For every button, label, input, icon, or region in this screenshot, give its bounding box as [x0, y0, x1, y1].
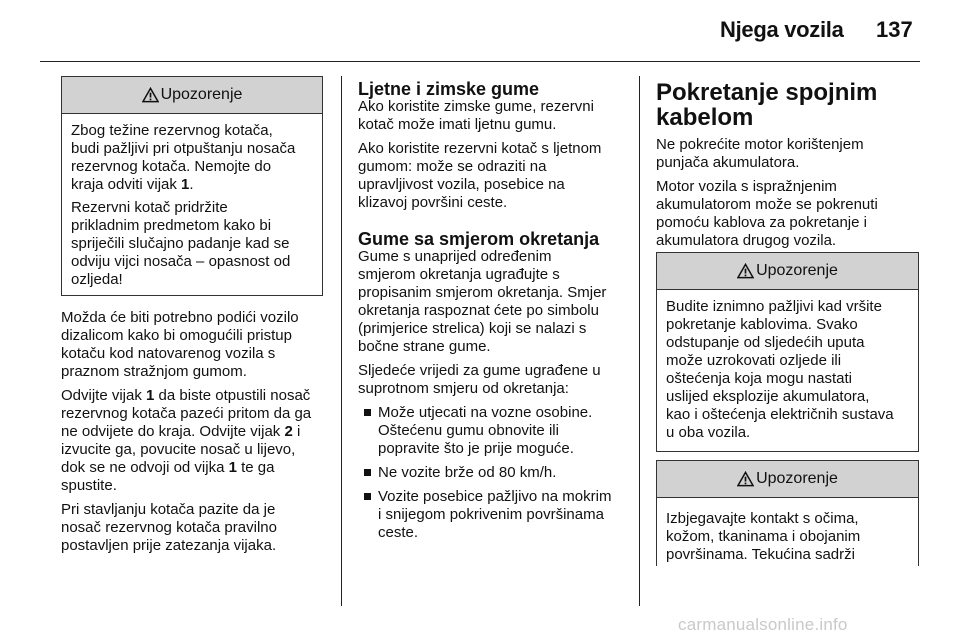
left-column: [61, 76, 323, 561]
bold-number: 1: [146, 387, 155, 404]
bold-number: 1: [181, 176, 190, 193]
text-line: Sljedeće vrijedi za gume ugrađene u: [358, 362, 601, 379]
watermark: carmanualsonline.info: [678, 615, 848, 634]
text-line: Oštećenu gumu obnovite ili: [378, 422, 559, 439]
warning-title: Upozorenje: [160, 86, 243, 103]
text-line: pomoću kablova za pokretanje i: [656, 214, 867, 231]
text-line: budi pažljivi pri otpuštanju nosača: [71, 140, 296, 157]
text-line: popravite što je prije moguće.: [378, 440, 574, 457]
text-line: oštećenja koja mogu nastati: [666, 370, 852, 387]
body-paragraph: [358, 248, 628, 356]
text-line: kožom, tkaninama i obojanim: [666, 528, 861, 545]
text-line: (primjerice strelica) koji se nalazi s: [358, 320, 587, 337]
text-line: kraja odviti vijak: [71, 176, 182, 193]
warning-paragraph: [71, 122, 313, 194]
column-divider-left: [341, 76, 342, 606]
text-line: smjerom okretanja ugrađujte s: [358, 266, 560, 283]
warning-paragraph: [71, 199, 313, 289]
section-heading: Gume sa smjerom okretanja: [358, 229, 600, 249]
text-line: uslijed eksplozije akumulatora,: [666, 388, 870, 405]
text-line: rezervnog kotača pazeći pritom da ga: [61, 405, 312, 422]
page-number: 137: [876, 17, 913, 42]
text-line: Budite iznimno pažljivi kad vršite: [666, 298, 882, 315]
text-line: okretanja raspoznat ćete po simbolu: [358, 302, 599, 319]
bullet-list: [358, 404, 628, 542]
text-line: izvucite ga, povucite nosač u lijevo,: [61, 441, 296, 458]
body-paragraph: [358, 98, 628, 134]
text-line: rezervnog kotača. Nemojte do: [71, 158, 272, 175]
text-line: spriječili slučajno padanje kad se: [71, 235, 290, 252]
section-heading: [656, 80, 920, 130]
text-line: u oba vozila.: [666, 424, 751, 441]
text-line: Rezervni kotač pridržite: [71, 199, 228, 216]
text-line: prikladnim predmetom kako bi: [71, 217, 272, 234]
text-line: dizalicom kako bi omogućili pristup: [61, 327, 292, 344]
warning-header: [657, 461, 918, 498]
warning-header: [657, 253, 918, 290]
text-line: Pri stavljanju kotača pazite da je: [61, 501, 276, 518]
text-line: Zbog težine rezervnog kotača,: [71, 122, 273, 139]
text-line: Ako koristite zimske gume, rezervni: [358, 98, 594, 115]
text-line: Izbjegavajte kontakt s očima,: [666, 510, 859, 527]
warning-box: [61, 76, 323, 296]
text-line: suprotnom smjeru od okretanja:: [358, 380, 569, 397]
text-line: dok se ne odvoji od vijka: [61, 459, 229, 476]
text-line: akumulatorom može se pokrenuti: [656, 196, 878, 213]
warning-icon: [737, 471, 754, 487]
text-line: spustite.: [61, 477, 117, 494]
text-line: Odvijte vijak: [61, 387, 147, 404]
header-rule: [40, 61, 920, 62]
section-heading: Ljetne i zimske gume: [358, 79, 540, 99]
text-line: površinama. Tekućina sadrži: [666, 546, 855, 563]
body-paragraph: [61, 501, 323, 555]
text-line: odviju vijci nosača – opasnost od: [71, 253, 291, 270]
right-column: [656, 80, 920, 256]
list-item: [358, 404, 628, 458]
text-line: Možda će biti potrebno podići vozilo: [61, 309, 299, 326]
text-line: Motor vozila s ispražnjenim: [656, 178, 837, 195]
text-line: Gume s unaprijed određenim: [358, 248, 552, 265]
text-line: gumom: može se odraziti na: [358, 158, 547, 175]
warning-body: [62, 114, 322, 295]
text-line: upravljivost vozila, posebice na: [358, 176, 565, 193]
text-line: punjača akumulatora.: [656, 154, 800, 171]
text-line: ne odvijete do kraja. Odvijte vijak: [61, 423, 285, 440]
text-line: Ne pokrećite motor korištenjem: [656, 136, 864, 153]
warning-box: [656, 252, 919, 452]
text-line: praznom stražnjom gumom.: [61, 363, 247, 380]
warning-box: [656, 460, 919, 566]
text-line: Može utjecati na vozne osobine.: [378, 404, 593, 421]
warning-title: Upozorenje: [756, 262, 838, 279]
bold-number: 2: [284, 423, 293, 440]
heading-line: Pokretanje spojnim: [656, 79, 878, 106]
text-line: Ako koristite rezervni kotač s ljetnom: [358, 140, 602, 157]
warning-icon: [737, 263, 754, 279]
warning-body: [657, 290, 918, 451]
heading-line: kabelom: [656, 104, 754, 131]
body-paragraph: [358, 362, 628, 398]
text-line: .: [189, 176, 194, 193]
text-line: da biste otpustili nosač: [154, 387, 311, 404]
body-paragraph: [358, 140, 628, 212]
text-line: kotaču kod natovarenog vozila s: [61, 345, 276, 362]
text-line: može uzrokovati ozljede ili: [666, 352, 842, 369]
warning-body: [657, 498, 918, 566]
warning-title: Upozorenje: [756, 470, 838, 487]
text-line: akumulatora drugog vozila.: [656, 232, 837, 249]
text-line: kao i oštećenja električnih sustava: [666, 406, 894, 423]
text-line: nosač rezervnog kotača pravilno: [61, 519, 277, 536]
body-paragraph: [656, 136, 920, 172]
text-line: postavljen prije zatezanja vijaka.: [61, 537, 277, 554]
text-line: pokretanje kablovima. Svako: [666, 316, 858, 333]
text-line: Ne vozite brže od 80 km/h.: [378, 464, 557, 481]
warning-header: [62, 77, 322, 114]
list-item: [358, 464, 628, 482]
text-line: i snijegom pokrivenim površinama: [378, 506, 604, 523]
text-line: bočne strane gume.: [358, 338, 491, 355]
bold-number: 1: [228, 459, 237, 476]
text-line: ozljeda!: [71, 271, 123, 288]
text-line: te ga: [236, 459, 275, 476]
text-line: Vozite posebice pažljivo na mokrim: [378, 488, 612, 505]
warning-icon: [142, 87, 159, 103]
text-line: klizavoj površini ceste.: [358, 194, 508, 211]
body-paragraph: [656, 178, 920, 250]
body-paragraph: [61, 387, 323, 495]
text-line: kotač može imati ljetnu gumu.: [358, 116, 557, 133]
middle-column: [358, 80, 628, 548]
column-divider-right: [639, 76, 640, 606]
text-line: ceste.: [378, 524, 419, 541]
page-title: Njega vozila: [720, 17, 844, 42]
body-paragraph: [61, 309, 323, 381]
text-line: i: [292, 423, 301, 440]
list-item: [358, 488, 628, 542]
text-line: odstupanje od sljedećih uputa: [666, 334, 865, 351]
text-line: propisanim smjerom okretanja. Smjer: [358, 284, 607, 301]
